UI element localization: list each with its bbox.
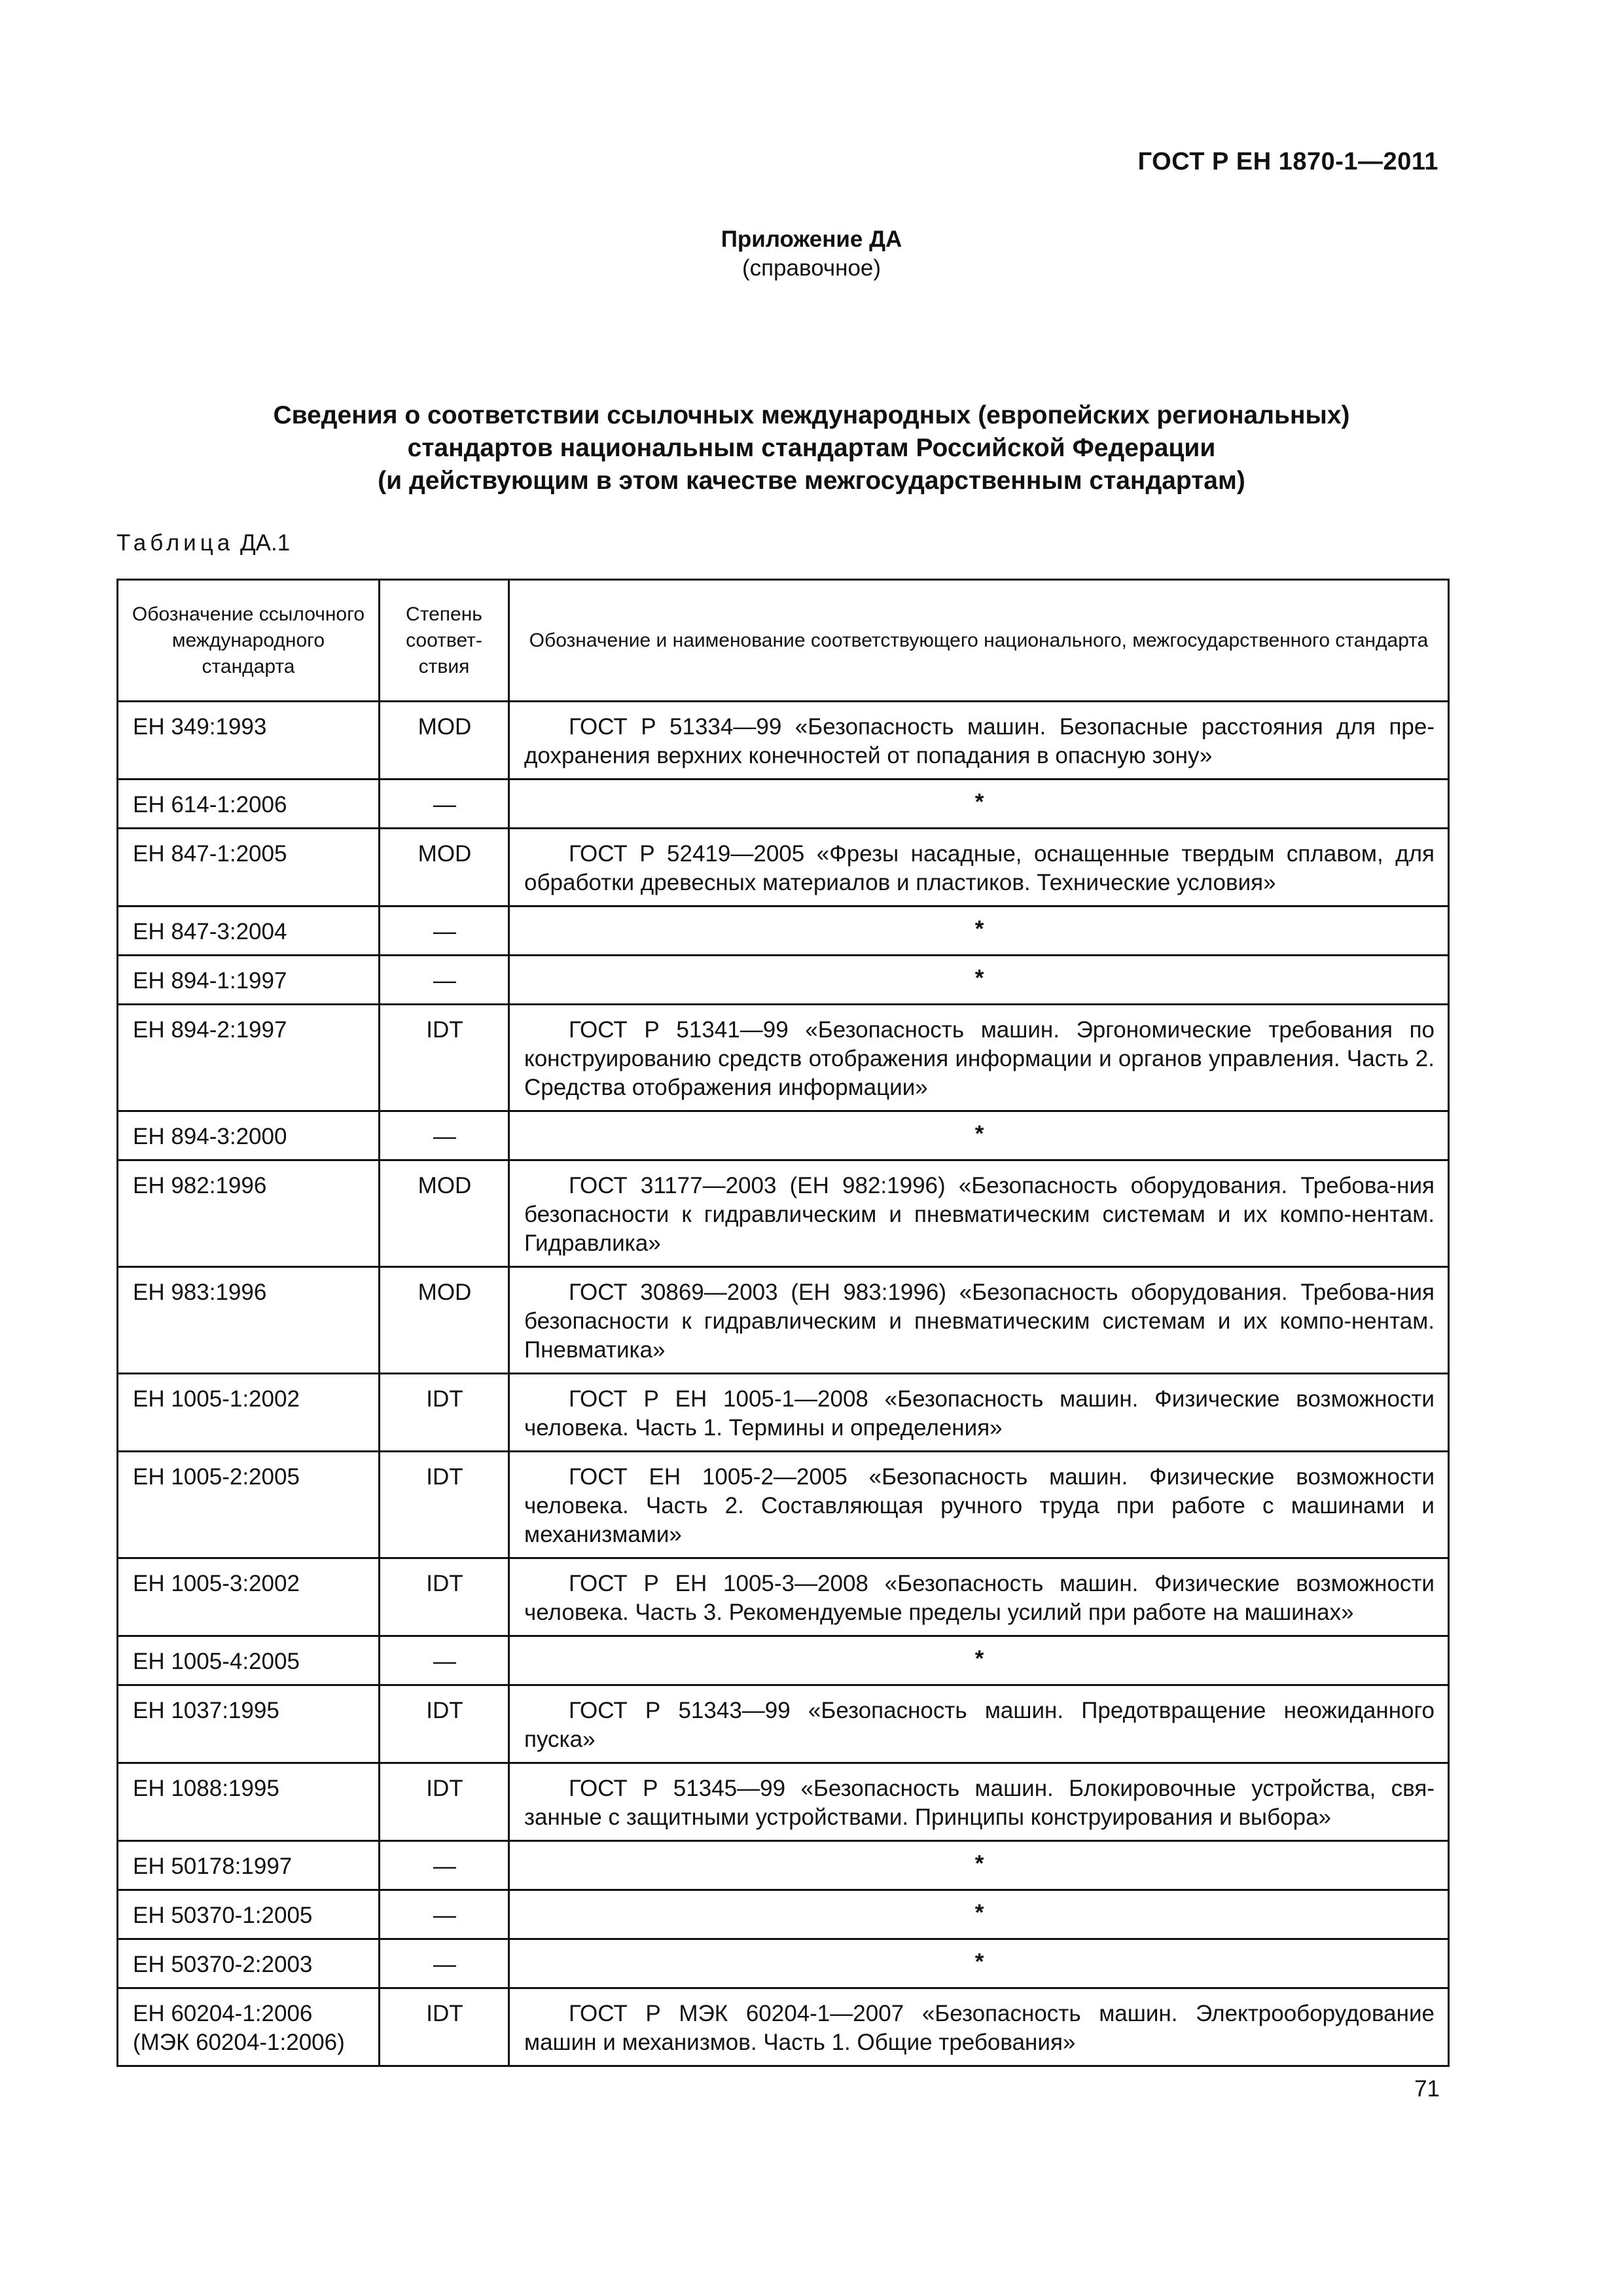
- international-designation: ЕН 982:1996: [133, 1173, 267, 1198]
- cell-international-standard: [118, 1111, 380, 1160]
- cell-international-standard: [118, 1267, 380, 1374]
- cell-international-standard: [118, 906, 380, 956]
- cell-international-standard: [118, 829, 380, 906]
- cell-degree: IDT: [380, 1374, 509, 1452]
- international-designation: ЕН 50370-2:2003: [133, 1952, 313, 1977]
- cell-international-standard: [118, 1988, 380, 2066]
- annex-title: Приложение ДА: [721, 226, 902, 252]
- cell-international-standard: [118, 1939, 380, 1988]
- national-standard-text: ГОСТ Р 51345—99 «Безопасность машин. Блокировочные устройства, свя-занные с защитными устройствами. Принципы конструирования и выбора»: [524, 1776, 1435, 1830]
- international-designation: ЕН 1088:1995: [133, 1776, 279, 1801]
- international-designation: ЕН 614-1:2006: [133, 792, 287, 817]
- international-designation: ЕН 50370-1:2005: [133, 1903, 313, 1928]
- international-designation-note: (МЭК 60204-1:2006): [133, 2030, 345, 2055]
- cell-national-standard: *: [509, 1636, 1449, 1685]
- national-standard-text: ГОСТ Р 52419—2005 «Фрезы насадные, оснащенные твердым сплавом, для обработки древесных материалов и пластиков. Технические условия»: [524, 841, 1435, 895]
- cell-degree: IDT: [380, 1685, 509, 1763]
- cell-national-standard: [509, 829, 1449, 906]
- table-row: [118, 829, 1449, 906]
- cell-degree: —: [380, 1890, 509, 1939]
- header-degree: Степень соответ-ствия: [380, 580, 509, 702]
- cell-national-standard: [509, 1452, 1449, 1558]
- international-designation: ЕН 1037:1995: [133, 1698, 279, 1723]
- table-label-number: ДА.1: [240, 530, 291, 556]
- cell-national-standard: *: [509, 1111, 1449, 1160]
- cell-international-standard: [118, 956, 380, 1005]
- national-standard-text: ГОСТ Р ЕН 1005-3—2008 «Безопасность машин. Физические возможности человека. Часть 3. Рекомендуемые пределы усилий при работе на машинах»: [524, 1571, 1435, 1625]
- international-designation: ЕН 894-2:1997: [133, 1017, 287, 1043]
- cell-degree: IDT: [380, 1558, 509, 1636]
- cell-degree: —: [380, 1111, 509, 1160]
- cell-national-standard: [509, 1685, 1449, 1763]
- table-row: [118, 780, 1449, 829]
- national-standard-text: ГОСТ Р 51343—99 «Безопасность машин. Предотвращение неожиданного пуска»: [524, 1698, 1435, 1752]
- cell-international-standard: [118, 1374, 380, 1452]
- cell-international-standard: [118, 1636, 380, 1685]
- cell-degree: —: [380, 1939, 509, 1988]
- international-designation: ЕН 1005-1:2002: [133, 1386, 300, 1412]
- cell-degree: MOD: [380, 1267, 509, 1374]
- table-body: [118, 702, 1449, 2066]
- table-label: [116, 530, 290, 556]
- table-row: [118, 1988, 1449, 2066]
- international-designation: ЕН 894-3:2000: [133, 1124, 287, 1149]
- cell-degree: MOD: [380, 1160, 509, 1267]
- cell-international-standard: [118, 1558, 380, 1636]
- header-national: Обозначение и наименование соответствующего национального, межгосударственного стандарта: [509, 580, 1449, 702]
- table-row: [118, 1558, 1449, 1636]
- cell-international-standard: [118, 1890, 380, 1939]
- cell-degree: —: [380, 1636, 509, 1685]
- table-row: [118, 1890, 1449, 1939]
- table-row: [118, 1939, 1449, 1988]
- cell-degree: —: [380, 956, 509, 1005]
- international-designation: ЕН 847-3:2004: [133, 919, 287, 944]
- national-standard-text: ГОСТ 31177—2003 (ЕН 982:1996) «Безопасность оборудования. Требова-ния безопасности к гидравлическим и пневматическим системам и их компо-нентам. Гидравлика»: [524, 1173, 1435, 1256]
- table-row: [118, 1841, 1449, 1890]
- cell-national-standard: *: [509, 1890, 1449, 1939]
- correspondence-table: [116, 579, 1450, 2067]
- document-code: ГОСТ Р ЕН 1870-1—2011: [1137, 148, 1438, 175]
- national-standard-text: ГОСТ Р ЕН 1005-1—2008 «Безопасность машин. Физические возможности человека. Часть 1. Термины и определения»: [524, 1386, 1435, 1441]
- cell-national-standard: *: [509, 780, 1449, 829]
- cell-international-standard: [118, 702, 380, 780]
- cell-degree: IDT: [380, 1452, 509, 1558]
- heading-line-2: стандартов национальным стандартам Российской Федерации: [407, 434, 1216, 462]
- cell-international-standard: [118, 1763, 380, 1841]
- international-designation: ЕН 60204-1:2006: [133, 2001, 313, 2026]
- cell-national-standard: *: [509, 906, 1449, 956]
- cell-international-standard: [118, 1685, 380, 1763]
- national-standard-text: ГОСТ Р 51334—99 «Безопасность машин. Безопасные расстояния для пре-дохранения верхних конечностей от попадания в опасную зону»: [524, 714, 1435, 768]
- cell-national-standard: [509, 1267, 1449, 1374]
- table-label-word: Таблица: [116, 530, 234, 556]
- table-row: [118, 1111, 1449, 1160]
- table-row: [118, 906, 1449, 956]
- cell-international-standard: [118, 1160, 380, 1267]
- page-number: 71: [1414, 2076, 1440, 2102]
- heading-line-3: (и действующим в этом качестве межгосударственным стандартам): [378, 467, 1245, 495]
- international-designation: ЕН 349:1993: [133, 714, 267, 740]
- national-standard-text: ГОСТ Р 51341—99 «Безопасность машин. Эргономические требования по конструированию средств отображения информации и органов управления. Часть 2. Средства отображения информации»: [524, 1017, 1435, 1100]
- table-row: [118, 1005, 1449, 1111]
- cell-national-standard: *: [509, 1841, 1449, 1890]
- cell-national-standard: [509, 1988, 1449, 2066]
- international-designation: ЕН 847-1:2005: [133, 841, 287, 867]
- international-designation: ЕН 1005-2:2005: [133, 1464, 300, 1490]
- table-row: [118, 1763, 1449, 1841]
- international-designation: ЕН 983:1996: [133, 1280, 267, 1305]
- table-row: [118, 1685, 1449, 1763]
- national-standard-text: ГОСТ 30869—2003 (ЕН 983:1996) «Безопасность оборудования. Требова-ния безопасности к гидравлическим и пневматическим системам и их компо-нентам. Пневматика»: [524, 1280, 1435, 1363]
- cell-national-standard: [509, 1005, 1449, 1111]
- table-row: [118, 1636, 1449, 1685]
- table-row: [118, 1267, 1449, 1374]
- national-standard-text: ГОСТ ЕН 1005-2—2005 «Безопасность машин. Физические возможности человека. Часть 2. Составляющая ручного труда при работе с машинами и механизмами»: [524, 1464, 1435, 1547]
- table-row: [118, 1452, 1449, 1558]
- table-header-row: [118, 580, 1449, 702]
- international-designation: ЕН 50178:1997: [133, 1854, 293, 1879]
- cell-degree: MOD: [380, 829, 509, 906]
- international-designation: ЕН 1005-4:2005: [133, 1649, 300, 1674]
- cell-degree: —: [380, 780, 509, 829]
- cell-international-standard: [118, 1841, 380, 1890]
- national-standard-text: ГОСТ Р МЭК 60204-1—2007 «Безопасность машин. Электрооборудование машин и механизмов. Часть 1. Общие требования»: [524, 2001, 1435, 2055]
- international-designation: ЕН 1005-3:2002: [133, 1571, 300, 1596]
- annex-subtitle: (справочное): [741, 255, 882, 281]
- cell-degree: —: [380, 1841, 509, 1890]
- table-row: [118, 956, 1449, 1005]
- cell-national-standard: *: [509, 956, 1449, 1005]
- cell-degree: IDT: [380, 1005, 509, 1111]
- cell-international-standard: [118, 1452, 380, 1558]
- cell-national-standard: [509, 1374, 1449, 1452]
- cell-degree: —: [380, 906, 509, 956]
- header-international: Обозначение ссылочного международного стандарта: [118, 580, 380, 702]
- table-row: [118, 702, 1449, 780]
- table-row: [118, 1374, 1449, 1452]
- cell-international-standard: [118, 1005, 380, 1111]
- main-heading: [0, 399, 1623, 497]
- cell-national-standard: [509, 702, 1449, 780]
- table-row: [118, 1160, 1449, 1267]
- cell-national-standard: [509, 1558, 1449, 1636]
- international-designation: ЕН 894-1:1997: [133, 968, 287, 994]
- cell-degree: IDT: [380, 1988, 509, 2066]
- cell-international-standard: [118, 780, 380, 829]
- cell-national-standard: [509, 1763, 1449, 1841]
- cell-national-standard: [509, 1160, 1449, 1267]
- heading-line-1: Сведения о соответствии ссылочных международных (европейских региональных): [273, 401, 1350, 429]
- cell-national-standard: *: [509, 1939, 1449, 1988]
- cell-degree: MOD: [380, 702, 509, 780]
- cell-degree: IDT: [380, 1763, 509, 1841]
